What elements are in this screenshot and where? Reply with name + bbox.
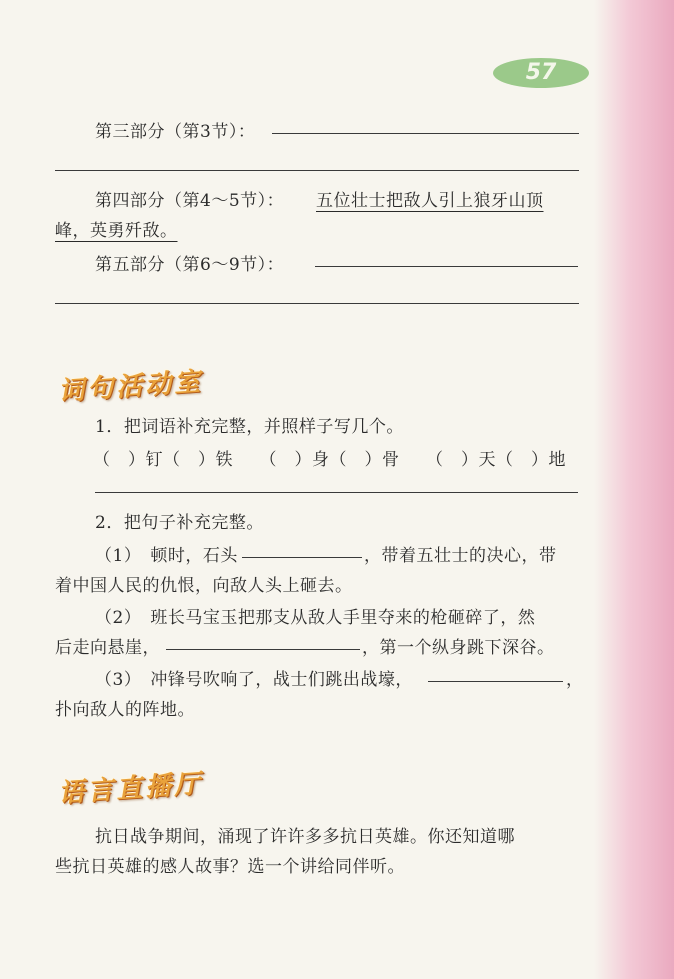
question1-blanks: （ ）钉（ ）铁 （ ）身（ ）骨 （ ）天（ ）地	[93, 450, 566, 470]
sentence3-end: 扑向敌人的阵地。	[55, 700, 195, 720]
section-title-word-activity: 词句活动室	[57, 366, 205, 408]
question1-answer-line	[95, 492, 578, 493]
part4-answer-line1: 五位壮士把敌人引上狼牙山顶	[316, 191, 544, 211]
part4-label: 第四部分（第4～5节）：	[95, 191, 285, 211]
sentence1-blank	[242, 557, 362, 558]
question2: 2．把句子补充完整。	[95, 513, 264, 533]
sentence3-start: （3） 冲锋号吹响了，战士们跳出战壕，	[95, 670, 413, 690]
sentence3-comma: ，	[566, 670, 584, 690]
sentence1-start: （1） 顿时，石头	[95, 546, 238, 566]
sentence3-blank	[428, 681, 563, 682]
speaking-prompt-line2: 些抗日英雄的感人故事？选一个讲给同伴听。	[55, 857, 405, 877]
part3-answer-line	[272, 133, 579, 134]
part3-label: 第三部分（第3节）：	[95, 122, 256, 142]
part3-answer-line-2	[55, 170, 579, 171]
sentence2-start: （2） 班长马宝玉把那支从敌人手里夺来的枪砸碎了，然	[95, 608, 536, 628]
page-number: 57	[493, 58, 589, 88]
question1: 1．把词语补充完整，并照样子写几个。	[95, 417, 404, 437]
part5-label: 第五部分（第6～9节）：	[95, 255, 285, 275]
part5-answer-line	[315, 266, 578, 267]
part5-answer-line-2	[55, 303, 579, 304]
part4-answer-line2: 峰，英勇歼敌。	[55, 221, 178, 241]
page-edge-band	[594, 0, 674, 979]
sentence2-middle: 后走向悬崖，	[55, 638, 160, 658]
sentence1-end: 着中国人民的仇恨，向敌人头上砸去。	[55, 576, 353, 596]
sentence1-middle: ，带着五壮士的决心，带	[364, 546, 557, 566]
speaking-prompt-line1: 抗日战争期间，涌现了许许多多抗日英雄。你还知道哪	[95, 827, 515, 847]
section-title-speaking-hall: 语言直播厅	[57, 768, 205, 810]
sentence2-end: ，第一个纵身跳下深谷。	[362, 638, 555, 658]
sentence2-blank	[166, 649, 360, 650]
